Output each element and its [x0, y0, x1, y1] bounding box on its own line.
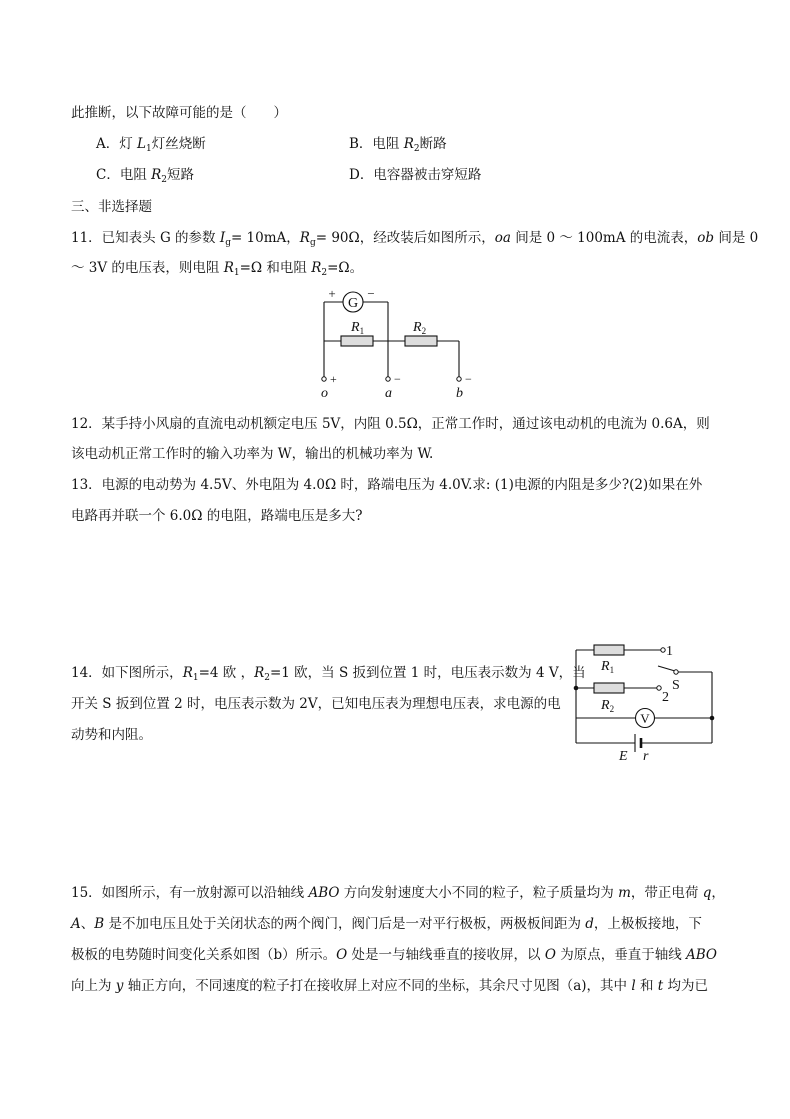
q12-line2: 该电动机正常工作时的输入功率为 W，输出的机械功率为 W. [71, 446, 434, 462]
q15-line3: 极板的电势随时间变化关系如图（b）所示。O 处是一与轴线垂直的接收屏，以 O 为原点，垂直于轴线 ABO [71, 947, 717, 963]
terminal-a-minus: − [394, 372, 401, 386]
q10-stem-tail: 此推断，以下故障可能的是（ ） [71, 105, 287, 121]
voltmeter-label: V [640, 711, 650, 726]
r2-label: $R_2$ [413, 320, 427, 336]
q13-line2: 电路再并联一个 6.0Ω 的电阻，路端电压是多大? [71, 508, 363, 524]
galvanometer-minus: − [367, 286, 375, 301]
terminal-b [457, 377, 461, 381]
switch-label: S [672, 678, 680, 693]
q12-line1: 12．某手持小风扇的直流电动机额定电压 5V，内阻 0.5Ω，正常工作时，通过该电动机的电流为 0.6A，则 [71, 416, 710, 432]
terminal-o [322, 377, 326, 381]
q15-line2: A、B 是不加电压且处于关闭状态的两个阀门，阀门后是一对平行极板，两极板间距为 d，上极板接地，下 [71, 916, 702, 932]
terminal-o-label: o [321, 386, 328, 400]
terminal-a [386, 377, 390, 381]
junction-right [710, 716, 715, 721]
resistor-r1 [341, 336, 373, 346]
resistor-r1 [594, 645, 624, 655]
q14-line1: 14．如下图所示，$R_1=4$ 欧 ，$R_2=1$ 欧，当 S 扳到位置 1 时，电压表示数为 4 V，当 [71, 665, 586, 683]
galvanometer-label: G [347, 296, 359, 311]
position-1-label: 1 [666, 644, 673, 659]
q10-option-b: B．电阻 $R_2$断路 [349, 136, 447, 154]
junction-left [574, 686, 579, 691]
contact-1 [661, 648, 665, 652]
q15-line1: 15．如图所示，有一放射源可以沿轴线 ABO 方向发射速度大小不同的粒子，粒子质量均为 m，带正电荷 q， [71, 885, 725, 901]
q10-option-d: D．电容器被击穿短路 [349, 167, 482, 183]
resistor-r2 [405, 336, 437, 346]
q15-line4: 向上为 y 轴正方向，不同速度的粒子打在接收屏上对应不同的坐标，其余尺寸见图（a)，其中 l 和 t 均为已 [71, 978, 708, 994]
position-2-label: 2 [662, 690, 669, 705]
q11-line1: 11．已知表头 G 的参数 $I_g= 10mA$，$R_g= 90\Omega$，经改装后如图所示，oa 间是 0 ～ 100mA 的电流表，ob 间是 0 [71, 230, 759, 248]
terminal-b-label: b [456, 386, 463, 400]
q10-option-c: C．电阻 $R_2$短路 [96, 167, 195, 185]
switch-pivot [674, 670, 678, 674]
q10-option-a: A．灯 $L_1$灯丝烧断 [96, 136, 206, 154]
q11-circuit-diagram [310, 285, 480, 400]
q13-line1: 13．电源的电动势为 4.5V、外电阻为 4.0Ω 时，路端电压为 4.0V.求: (1)电源的内阻是多少?(2)如果在外 [71, 477, 703, 493]
r1-label: $R_1$ [601, 659, 615, 675]
q14-line2: 开关 S 扳到位置 2 时，电压表示数为 2V，已知电压表为理想电压表，求电源的电 [71, 696, 561, 712]
terminal-b-minus: − [465, 372, 472, 386]
r1-label: $R_1$ [351, 320, 365, 336]
section-title: 三、非选择题 [71, 199, 152, 215]
q11-line2: ～ 3V 的电压表，则电阻 $R_1=\Omega$ 和电阻 $R_2=\Omega$。 [71, 260, 364, 278]
contact-2 [657, 686, 661, 690]
q14-line3: 动势和内阻。 [71, 727, 152, 743]
q14-circuit-diagram [565, 638, 725, 768]
internal-resistance-label: r [643, 749, 649, 764]
resistor-r2 [594, 683, 624, 693]
terminal-o-plus: + [330, 372, 337, 386]
terminal-a-label: a [385, 386, 392, 400]
emf-label: E [619, 749, 628, 764]
galvanometer-plus: + [328, 286, 336, 301]
r2-label: $R_2$ [601, 698, 615, 714]
